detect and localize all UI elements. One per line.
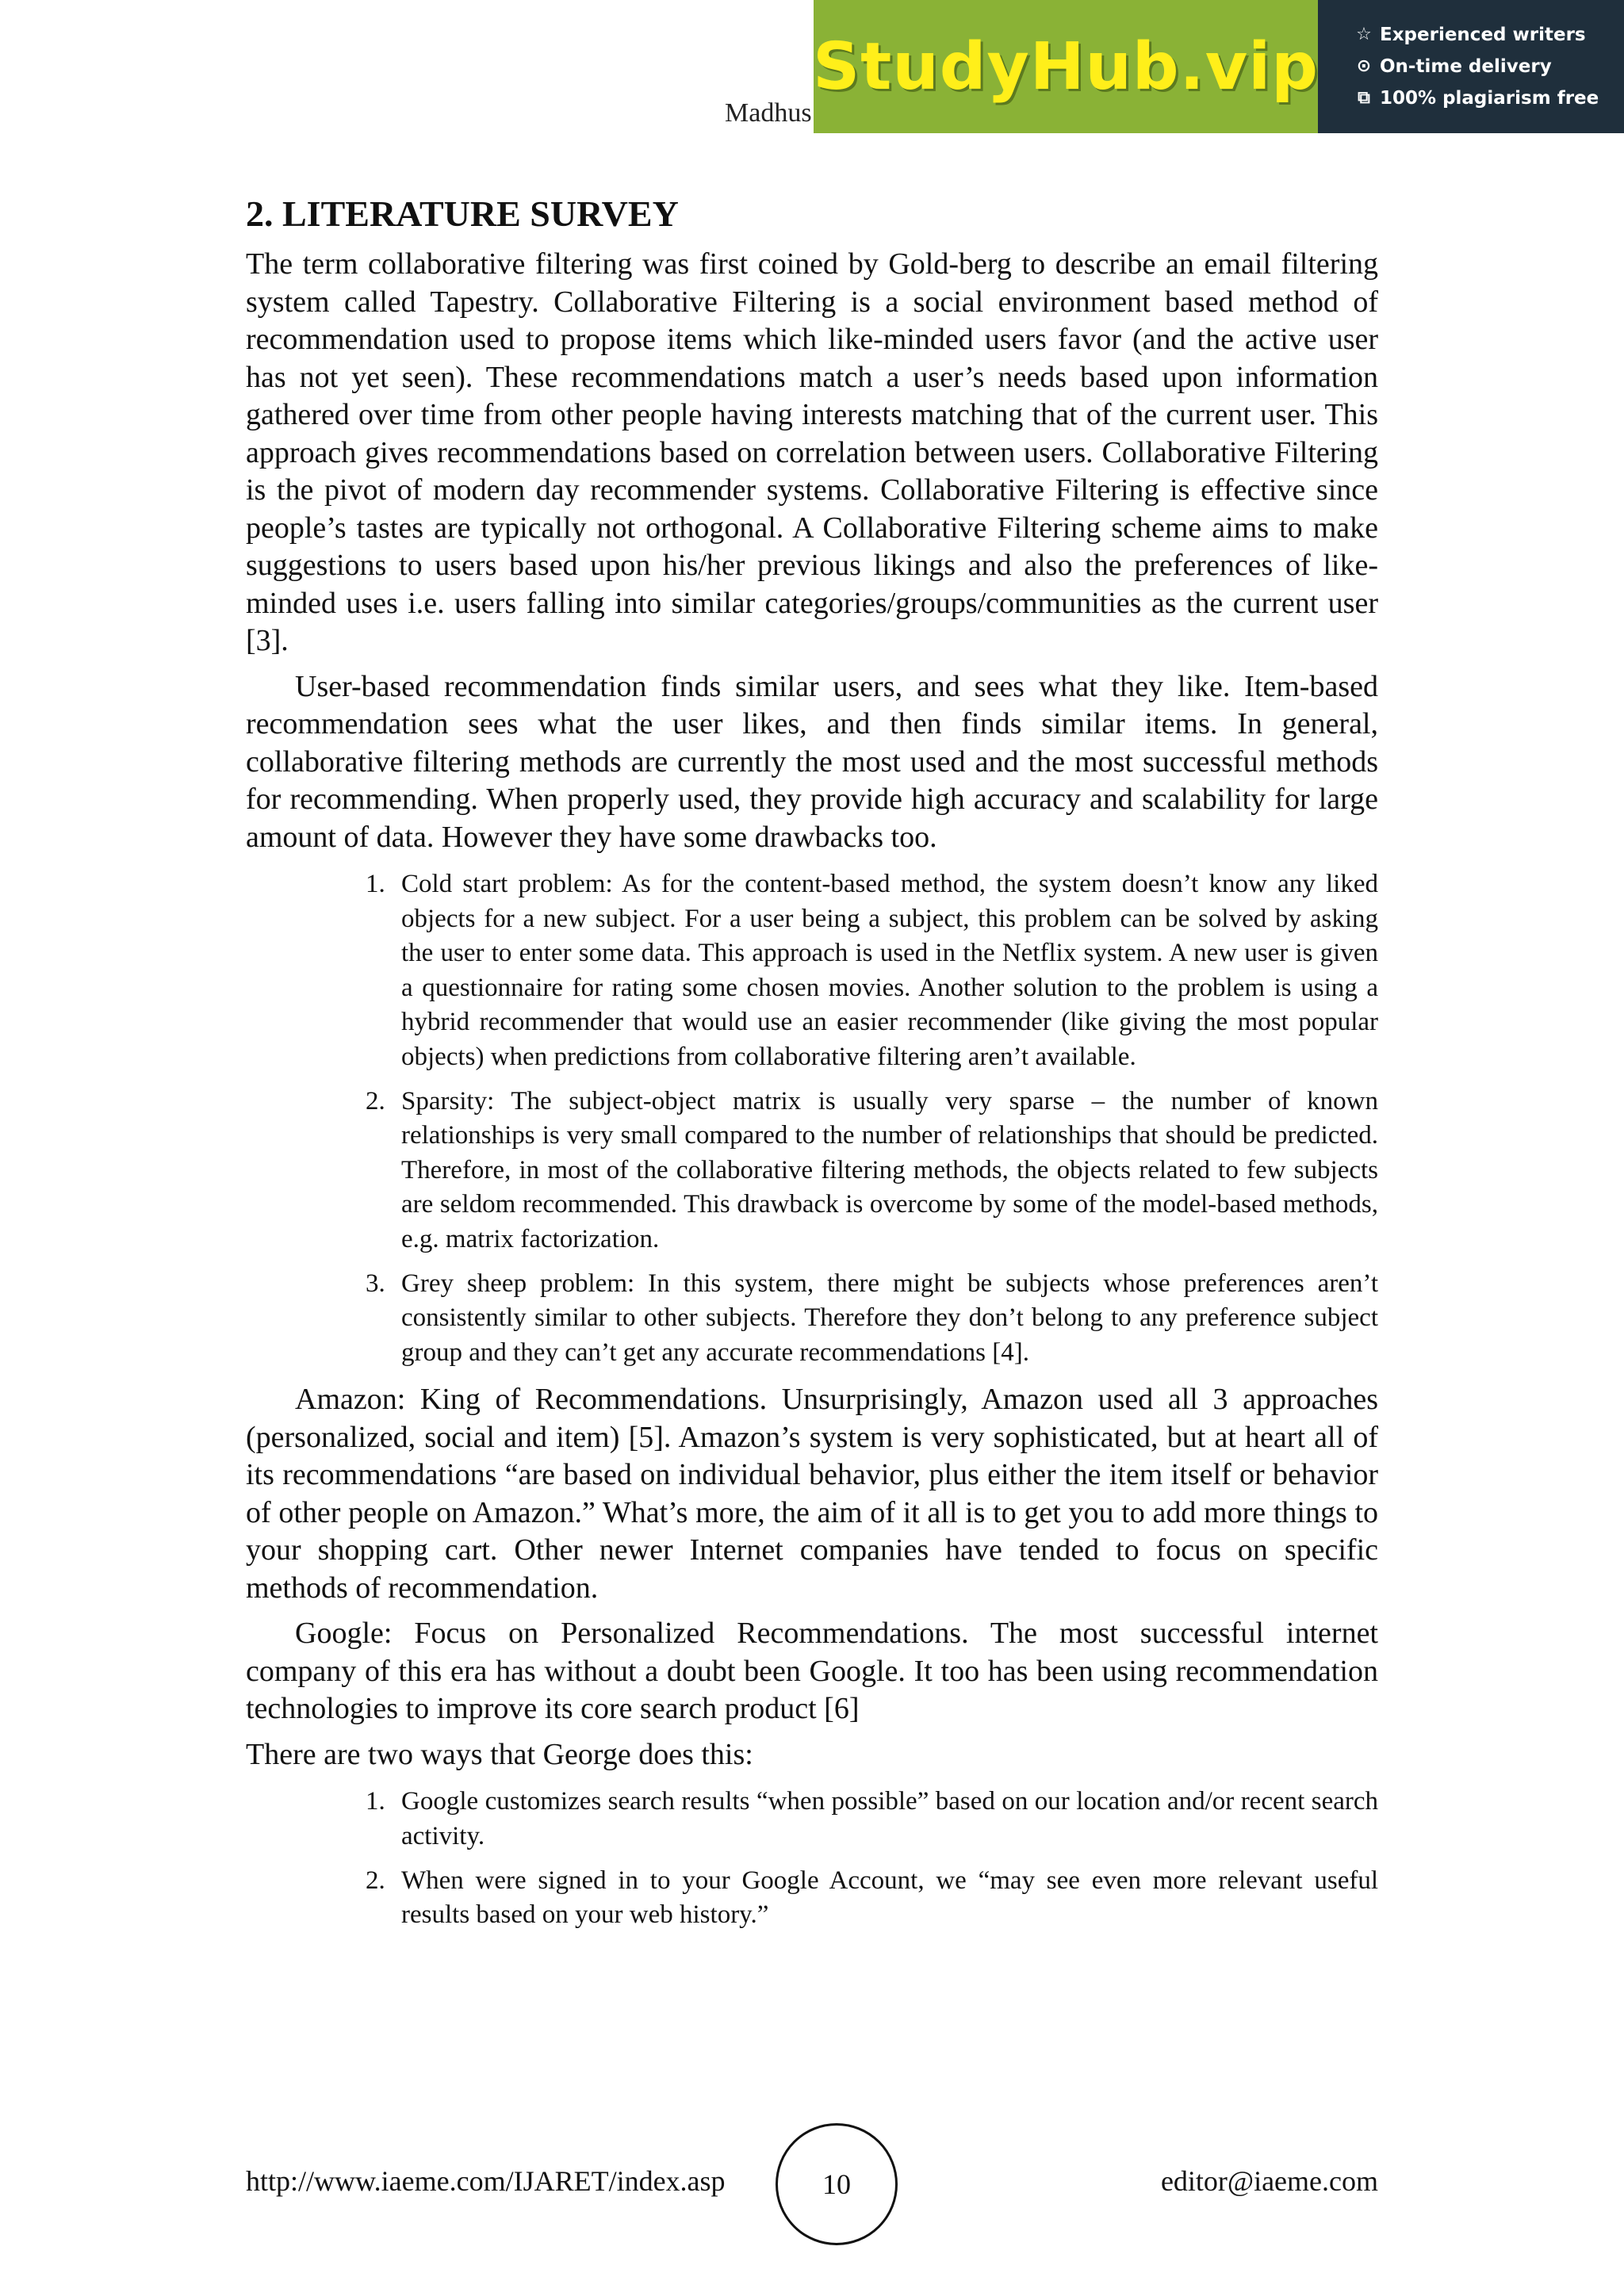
list-item: 2. When were signed in to your Google Account, we “may see even more relevant useful results based on your web history.” <box>392 1864 1378 1933</box>
banner-features <box>1318 0 1624 133</box>
copy-icon: ⧉ <box>1358 88 1370 108</box>
drawbacks-list <box>246 867 1378 1370</box>
page-content <box>246 190 1378 1944</box>
footer-url[interactable]: http://www.iaeme.com/IJARET/index.asp <box>246 2165 726 2197</box>
list-item: 2. Sparsity: The subject-object matrix is usually very sparse – the number of known relationships is very small compared to the number of relationships that should be predicted. Therefore, in most of the collaborative filtering methods, the objects related to few subjects are seldom recommended. This drawback is overcome by some of the model-based methods, e.g. matrix factorization. <box>392 1085 1378 1257</box>
feature-label: On-time delivery <box>1380 56 1552 77</box>
feature-plagiarism-free <box>1354 85 1624 112</box>
paragraph: The term collaborative filtering was first coined by Gold-berg to describe an email filtering system called Tapestry. Collaborative Filtering is a social environment based method of recommendation used to propose items which like-minded users favor (and the active user has not yet seen). These recommendations match a user’s needs based upon information gathered over time from other people having interests matching that of the current user. This approach gives recommendations based on correlation between users. Collaborative Filtering is the pivot of modern day recommender systems. Collaborative Filtering is effective since people’s tastes are typically not orthogonal. A Collaborative Filtering scheme aims to make suggestions to users based upon his/her previous likings and also the preferences of like-minded uses i.e. users falling into similar categories/groups/communities as the current user [3]. <box>246 247 1378 657</box>
paragraph: There are two ways that George does this: <box>246 1737 753 1771</box>
footer-email[interactable]: editor@iaeme.com <box>1160 2165 1378 2197</box>
clock-icon: ⊙ <box>1356 56 1372 76</box>
running-head: Madhus <box>725 98 812 128</box>
list-item: 3. Grey sheep problem: In this system, there might be subjects whose preferences aren’t consistently similar to other subjects. Therefore they don’t belong to any preference subject group and they can’t get any accurate recommendations [4]. <box>392 1267 1378 1371</box>
paragraph: User-based recommendation finds similar users, and sees what they like. Item-based recommendation sees what the user likes, and then finds similar items. In general, collaborative filtering methods are currently the most used and the most successful methods for recommending. When properly used, they provide high accuracy and scalability for large amount of data. However they have some drawbacks too. <box>246 669 1378 854</box>
feature-on-time-delivery <box>1354 53 1624 80</box>
google-ways-list <box>246 1785 1378 1932</box>
paragraph: Google: Focus on Personalized Recommendations. The most successful internet company of this era has without a doubt been Google. It too has been using recommendation technologies to improve its core search product [6] <box>246 1617 1378 1726</box>
list-item: 1. Google customizes search results “when possible” based on our location and/or recent search activity. <box>392 1785 1378 1854</box>
list-item: 1. Cold start problem: As for the content-based method, the system doesn’t know any liked objects for a new subject. For a user being a subject, this problem can be solved by asking the user to enter some data. This approach is used in the Netflix system. A new user is given a questionnaire for rating some chosen movies. Another solution to the problem is using a hybrid recommender that would use an easier recommender (like giving the most popular objects) when predictions from collaborative filtering aren’t available. <box>392 867 1378 1075</box>
star-icon: ☆ <box>1356 25 1372 44</box>
studyhub-banner[interactable] <box>814 0 1624 133</box>
section-heading: 2. LITERATURE SURVEY <box>246 193 679 234</box>
studyhub-logo[interactable] <box>814 0 1318 133</box>
feature-label: 100% plagiarism free <box>1380 88 1599 109</box>
feature-label: Experienced writers <box>1380 25 1586 45</box>
feature-experienced-writers <box>1354 21 1624 48</box>
page-number-text: 10 <box>822 2168 851 2200</box>
paragraph: Amazon: King of Recommendations. Unsurprisingly, Amazon used all 3 approaches (personalized, social and item) [5]. Amazon’s system is very sophisticated, but at heart all of its recommendations “are based on individual behavior, plus either the item itself or behavior of other people on Amazon.” What’s more, the aim of it all is to get you to add more things to your shopping cart. Other newer Internet companies have tended to focus on specific methods of recommendation. <box>246 1383 1378 1605</box>
logo-text: StudyHub.vip <box>813 29 1319 105</box>
page-number <box>776 2123 898 2245</box>
